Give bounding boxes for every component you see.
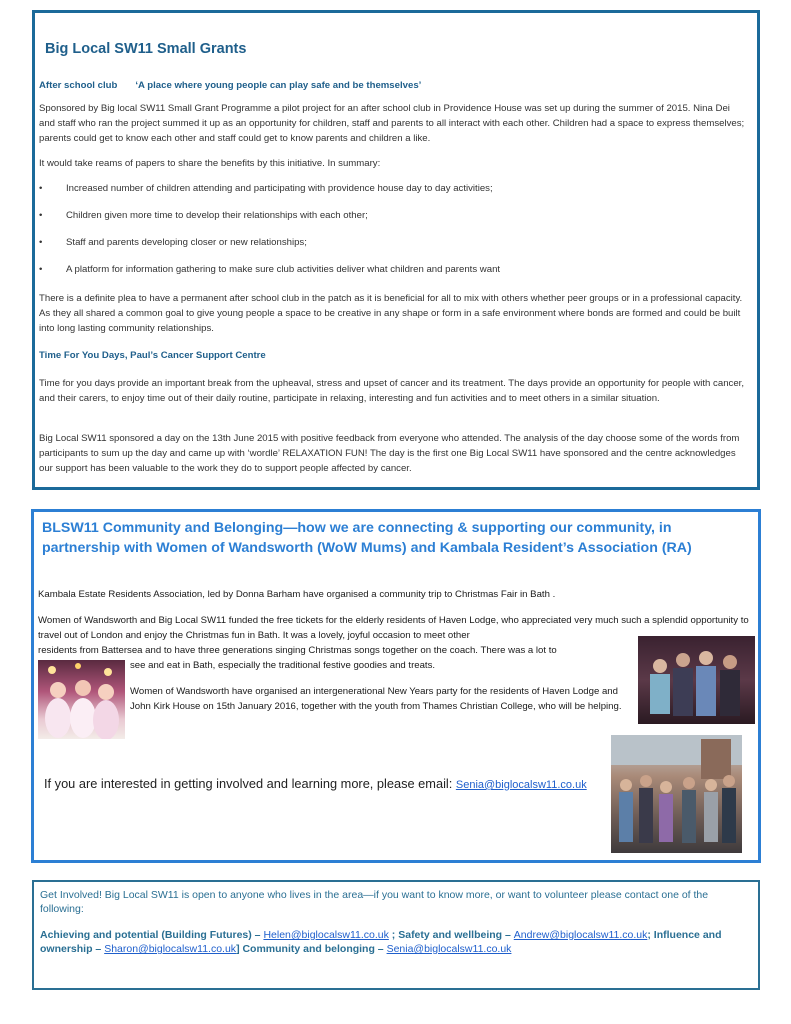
bullet-item: • Increased number of children attending and participating with providence house day to day activities; [39,183,493,194]
wandsworth-paragraph-end: see and eat in Bath, especially the traditional festive goodies and treats. [130,660,436,671]
sponsorship-paragraph: Big Local SW11 sponsored a day on the 13th June 2015 with positive feedback from everyone who attended. The analysis of the day choose some of the words from participants to sum up the day and came up with ‘wordle’ RELAXATION FUN! The day is the first one Big Local SW11 have sponsored and the centre acknowledges our support has been valuable to the work they do to support people affected by cancer. [39,433,740,474]
haven-lodge-group-image [638,636,755,724]
small-grants-title: Big Local SW11 Small Grants [45,41,247,57]
costume-party-image [38,660,125,739]
haven-lodge-group-photo [638,636,755,724]
contact-label-influence: ; Influence and ownership – [40,929,722,955]
kambala-paragraph: Kambala Estate Residents Association, led by Donna Barham have organised a community trip to Christmas Fair in Bath . [38,589,556,600]
new-years-paragraph: Women of Wandsworth have organised an intergenerational New Years party for the residents of Haven Lodge and John Kirk House on 15th January 2016, together with the youth from Thames Christian College, who will be helping. [130,686,622,712]
small-grants-section [32,10,760,490]
plea-paragraph: There is a definite plea to have a permanent after school club in the patch as it is beneficial for all to mix with others whether peer groups or in a professional capacity. As they all shared a common goal to give young people a space to be creative in any shape or form in a safe environment where bonds are formed and could be built into long lasting community relationships. [39,293,743,334]
contact-label-achieving: Achieving and potential (Building Futures) – [40,929,264,941]
outdoor-group-image [611,735,742,853]
contact-text: If you are interested in getting involved and learning more, please email: [44,776,456,791]
time-for-you-paragraph: Time for you days provide an important break from the upheaval, stress and upset of cancer and its treatment. The days provide an opportunity for people with cancer, and their carers, to enjoy time out of their daily routine, participate in relaxing, interesting and fun activities and to meet others in a similar situation. [39,378,744,404]
contact-email-senia[interactable]: Senia@biglocalsw11.co.uk [386,943,512,955]
bullet-item: • A platform for information gathering to make sure club activities deliver what children and parents want [39,264,501,275]
contacts-list [40,928,752,956]
get-involved-intro: Get Involved! Big Local SW11 is open to anyone who lives in the area—if you want to know more, or want to volunteer please contact one of the following: [40,889,709,915]
summary-intro: It would take reams of papers to share the benefits by this initiative. In summary: [39,158,381,169]
after-school-heading [35,75,757,93]
bullet-item: • Staff and parents developing closer or new relationships; [39,237,307,248]
cancer-support-heading: Time For You Days, Paul’s Cancer Support Centre [39,350,266,361]
contact-label-safety: ; Safety and wellbeing – [388,929,514,941]
outdoor-group-photo [611,735,742,853]
after-school-tagline: ‘A place where young people can play safe and be themselves’ [135,80,422,91]
contact-label-community: ] Community and belonging – [236,943,387,955]
community-section [31,509,761,863]
after-school-label: After school club [39,80,118,91]
wandsworth-paragraph: Women of Wandsworth and Big Local SW11 funded the free tickets for the elderly residents of Haven Lodge, who appreciated very much such a splendid opportunity to travel out of London and enjoy the Christmas fun in Bath. It was a lovely, joyful occasion to meet other [38,615,749,641]
contact-line [44,776,587,791]
contact-email-link[interactable]: Senia@biglocalsw11.co.uk [455,779,587,791]
costume-party-photo [38,660,125,739]
after-school-paragraph: Sponsored by Big local SW11 Small Grant Programme a pilot project for an after school club in Providence House was set up during the summer of 2015. Nina Dei and staff who ran the project summed it up as an opportunity for children, staff and parents to all interact with each other. Children had a space to express themselves; parents could get to know each other and staff could get to know parents and children a like. [39,103,745,144]
bullet-item: • Children given more time to develop their relationships with each other; [39,210,368,221]
get-involved-section [32,880,760,990]
contact-email-helen[interactable]: Helen@biglocalsw11.co.uk [263,929,389,941]
contact-email-andrew[interactable]: Andrew@biglocalsw11.co.uk [513,929,648,941]
community-title: BLSW11 Community and Belonging—how we are connecting & supporting our community, in partnership with Women of Wandsworth (WoW Mums) and Kambala Resident’s Association (RA) [42,520,692,556]
contact-email-sharon[interactable]: Sharon@biglocalsw11.co.uk [104,943,237,955]
wandsworth-paragraph-cont: residents from Battersea and to have three generations singing Christmas songs together on the coach. There was a lot to [38,645,557,656]
